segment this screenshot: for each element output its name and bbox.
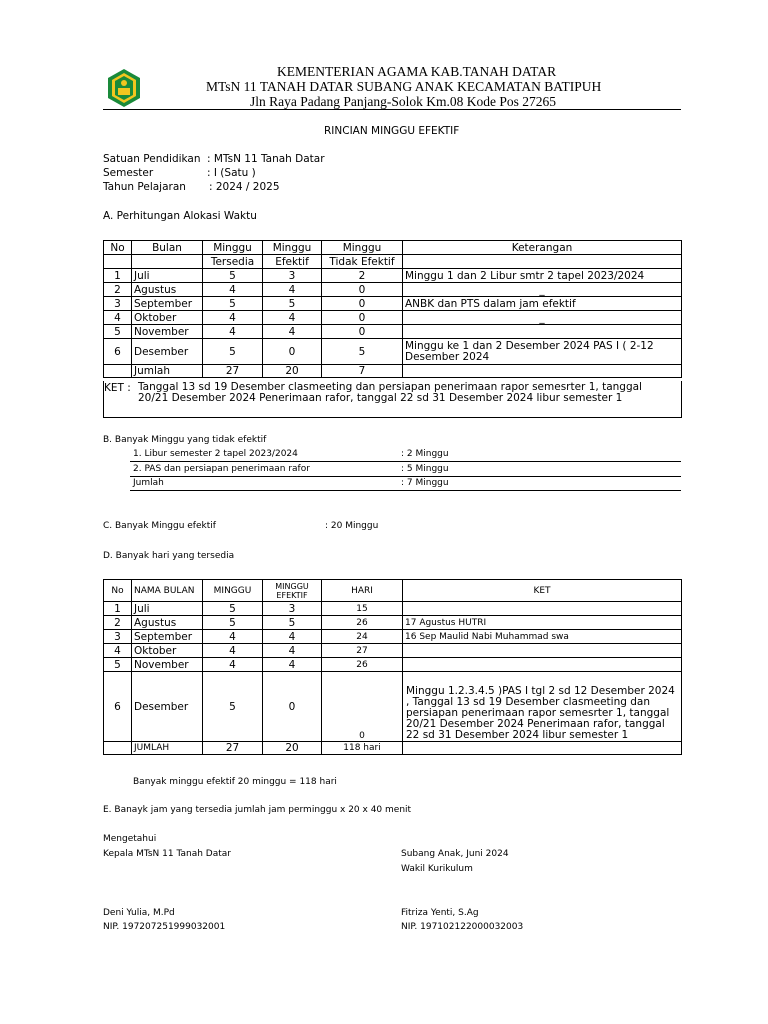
section-e-heading: E. Banayk jam yang tersedia jumlah jam perminggu x 20 x 40 menit — [103, 805, 412, 815]
col-hari: HARI — [322, 580, 403, 602]
cell-nama: Juli — [132, 602, 203, 616]
col-keterangan: Keterangan — [403, 241, 682, 255]
cell-hari: 26 — [322, 658, 403, 672]
section-c-value: : 20 Minggu — [325, 521, 379, 531]
table-row — [104, 672, 682, 742]
table-row — [104, 269, 682, 283]
cell-efektif: 4 — [263, 658, 322, 672]
cell-ket: ANBK dan PTS dalam jam efektif — [403, 297, 682, 311]
cell-efektif: 0 — [263, 672, 322, 742]
ket-label: KET : — [104, 382, 131, 394]
ket-text: Tanggal 13 sd 19 Desember clasmeeting dan persiapan penerimaan rapor semesrter 1, tanggal 20/21 Desember 2024 Penerimaan rafor, tanggal 22 sd 31 Desember 2024 libur semester 1 — [138, 381, 642, 404]
table-row — [104, 630, 682, 644]
col-tersedia-2: Tersedia — [203, 255, 263, 269]
cell-bulan: Juli — [132, 269, 203, 283]
cell-tidak: 0 — [322, 283, 403, 297]
cell-efektif: 3 — [263, 269, 322, 283]
cell-no: 3 — [104, 630, 132, 644]
identity-label-tahun: Tahun Pelajaran — [103, 181, 186, 193]
sign-right-place: Subang Anak, Juni 2024 — [401, 849, 509, 859]
cell-efektif: 4 — [263, 283, 322, 297]
cell-minggu: 5 — [203, 616, 263, 630]
section-b-total-value: : 7 Minggu — [401, 478, 449, 488]
identity-label-satuan: Satuan Pendidikan — [103, 153, 201, 165]
cell-no: 5 — [104, 325, 132, 339]
col-efektif-2: Efektif — [263, 255, 322, 269]
cell-ket — [403, 658, 682, 672]
col-efektif-1: Minggu — [263, 241, 322, 255]
cell-ket: _ — [403, 311, 682, 325]
days-table — [103, 579, 682, 755]
cell-nama: Agustus — [132, 616, 203, 630]
cell-minggu: 4 — [203, 644, 263, 658]
cell-bulan: Desember — [132, 339, 203, 365]
table-row — [104, 616, 682, 630]
section-d-summary: Banyak minggu efektif 20 minggu = 118 hari — [133, 777, 337, 787]
cell-efektif: 3 — [263, 602, 322, 616]
cell-bulan: Oktober — [132, 311, 203, 325]
cell-ket — [403, 325, 682, 339]
cell-efektif: 4 — [263, 630, 322, 644]
col-tidak-2: Tidak Efektif — [322, 255, 403, 269]
section-b-item-2-value: : 5 Minggu — [401, 464, 449, 474]
cell-efektif: 4 — [263, 311, 322, 325]
col-tidak-1: Minggu — [322, 241, 403, 255]
cell-no: 2 — [104, 616, 132, 630]
cell-ket: 16 Sep Maulid Nabi Muhammad swa — [403, 630, 682, 644]
sign-right-title: Wakil Kurikulum — [401, 864, 473, 874]
section-c-heading: C. Banyak Minggu efektif — [103, 521, 216, 531]
total-minggu: 27 — [203, 742, 263, 755]
cell-no: 4 — [104, 644, 132, 658]
table-total-row — [104, 365, 682, 378]
page-title: RINCIAN MINGGU EFEKTIF — [324, 125, 460, 137]
cell-efektif: 4 — [263, 644, 322, 658]
cell-ket: Minggu 1.2.3.4.5 )PAS I tgl 2 sd 12 Desember 2024 , Tanggal 13 sd 19 Desember clasmeeting dan persiapan penerimaan rapor semesrter 1, tanggal 20/21 Desember 2024 Penerimaan rafor, tanggal 22 sd 31 Desember 2024 libur semester 1 — [403, 672, 682, 742]
cell-no: 6 — [104, 672, 132, 742]
header-address: Jln Raya Padang Panjang-Solok Km.08 Kode Pos 27265 — [250, 94, 556, 109]
section-a-heading: A. Perhitungan Alokasi Waktu — [103, 210, 257, 222]
cell-nama: Desember — [132, 672, 203, 742]
sign-left-intro: Mengetahui — [103, 834, 157, 844]
total-tersedia: 27 — [203, 365, 263, 378]
cell-bulan: September — [132, 297, 203, 311]
section-b-item-2-label: 2. PAS dan persiapan penerimaan rafor — [133, 464, 310, 474]
cell-tidak: 2 — [322, 269, 403, 283]
sign-left-nip: NIP. 197207251999032001 — [103, 922, 226, 932]
table-row — [104, 283, 682, 297]
cell-hari: 24 — [322, 630, 403, 644]
allocation-table — [103, 240, 682, 378]
col-no: No — [104, 241, 132, 255]
total-efektif: 20 — [263, 742, 322, 755]
cell-efektif: 4 — [263, 325, 322, 339]
table-row — [104, 658, 682, 672]
cell-tersedia: 4 — [203, 325, 263, 339]
cell-ket: Minggu 1 dan 2 Libur smtr 2 tapel 2023/2024 — [403, 269, 682, 283]
header-divider — [103, 109, 681, 110]
cell-tersedia: 5 — [203, 339, 263, 365]
col-tersedia-1: Minggu — [203, 241, 263, 255]
section-b-item-1-label: 1. Libur semester 2 tapel 2023/2024 — [133, 449, 298, 459]
cell-hari: 0 — [322, 672, 403, 742]
cell-minggu: 5 — [203, 672, 263, 742]
header-school: MTsN 11 TANAH DATAR SUBANG ANAK KECAMATAN BATIPUH — [206, 79, 602, 94]
cell-tidak: 0 — [322, 311, 403, 325]
table-row — [104, 602, 682, 616]
cell-hari: 26 — [322, 616, 403, 630]
cell-no: 4 — [104, 311, 132, 325]
table-row — [104, 339, 682, 365]
cell-hari: 27 — [322, 644, 403, 658]
total-label: JUMLAH — [132, 742, 203, 755]
total-tidak: 7 — [322, 365, 403, 378]
cell-minggu: 5 — [203, 602, 263, 616]
section-b-total-label: Jumlah — [133, 478, 164, 488]
cell-ket — [403, 602, 682, 616]
cell-ket — [403, 644, 682, 658]
cell-tersedia: 5 — [203, 297, 263, 311]
col-bulan: Bulan — [132, 241, 203, 255]
kemenag-logo-icon — [106, 68, 142, 108]
identity-value-satuan: : MTsN 11 Tanah Datar — [207, 153, 325, 165]
cell-efektif: 5 — [263, 616, 322, 630]
cell-nama: September — [132, 630, 203, 644]
total-label: Jumlah — [132, 365, 203, 378]
col-minggu-efektif: MINGGU EFEKTIF — [263, 580, 322, 602]
sign-left-name: Deni Yulia, M.Pd — [103, 908, 175, 918]
col-ket: KET — [403, 580, 682, 602]
table-row — [104, 297, 682, 311]
cell-efektif: 0 — [263, 339, 322, 365]
cell-tersedia: 4 — [203, 283, 263, 297]
cell-no: 1 — [104, 269, 132, 283]
cell-tidak: 0 — [322, 325, 403, 339]
sign-left-title: Kepala MTsN 11 Tanah Datar — [103, 849, 231, 859]
cell-tersedia: 5 — [203, 269, 263, 283]
sign-right-name: Fitriza Yenti, S.Ag — [401, 908, 479, 918]
section-b-item-1-value: : 2 Minggu — [401, 449, 449, 459]
identity-value-semester: : I (Satu ) — [207, 167, 256, 179]
col-minggu: MINGGU — [203, 580, 263, 602]
cell-ket: 17 Agustus HUTRI — [403, 616, 682, 630]
cell-no: 1 — [104, 602, 132, 616]
cell-ket: _ — [403, 283, 682, 297]
cell-tidak: 0 — [322, 297, 403, 311]
col-nama-bulan: NAMA BULAN — [132, 580, 203, 602]
cell-bulan: Agustus — [132, 283, 203, 297]
cell-tidak: 5 — [322, 339, 403, 365]
total-efektif: 20 — [263, 365, 322, 378]
cell-hari: 15 — [322, 602, 403, 616]
cell-nama: November — [132, 658, 203, 672]
sign-right-nip: NIP. 197102122000032003 — [401, 922, 524, 932]
identity-label-semester: Semester — [103, 167, 154, 179]
cell-bulan: November — [132, 325, 203, 339]
cell-no: 5 — [104, 658, 132, 672]
cell-ket: Minggu ke 1 dan 2 Desember 2024 PAS I ( 2-12 Desember 2024 — [403, 339, 682, 365]
cell-minggu: 4 — [203, 630, 263, 644]
identity-value-tahun: : 2024 / 2025 — [209, 181, 280, 193]
col-no: No — [104, 580, 132, 602]
cell-no: 6 — [104, 339, 132, 365]
total-hari: 118 hari — [322, 742, 403, 755]
header-ministry: KEMENTERIAN AGAMA KAB.TANAH DATAR — [277, 64, 557, 79]
table-row — [104, 311, 682, 325]
table-total-row — [104, 742, 682, 755]
cell-minggu: 4 — [203, 658, 263, 672]
cell-nama: Oktober — [132, 644, 203, 658]
table-row — [104, 644, 682, 658]
cell-tersedia: 4 — [203, 311, 263, 325]
section-b-heading: B. Banyak Minggu yang tidak efektif — [103, 435, 267, 445]
table-row — [104, 325, 682, 339]
cell-efektif: 5 — [263, 297, 322, 311]
cell-no: 2 — [104, 283, 132, 297]
section-d-heading: D. Banyak hari yang tersedia — [103, 551, 235, 561]
cell-no: 3 — [104, 297, 132, 311]
